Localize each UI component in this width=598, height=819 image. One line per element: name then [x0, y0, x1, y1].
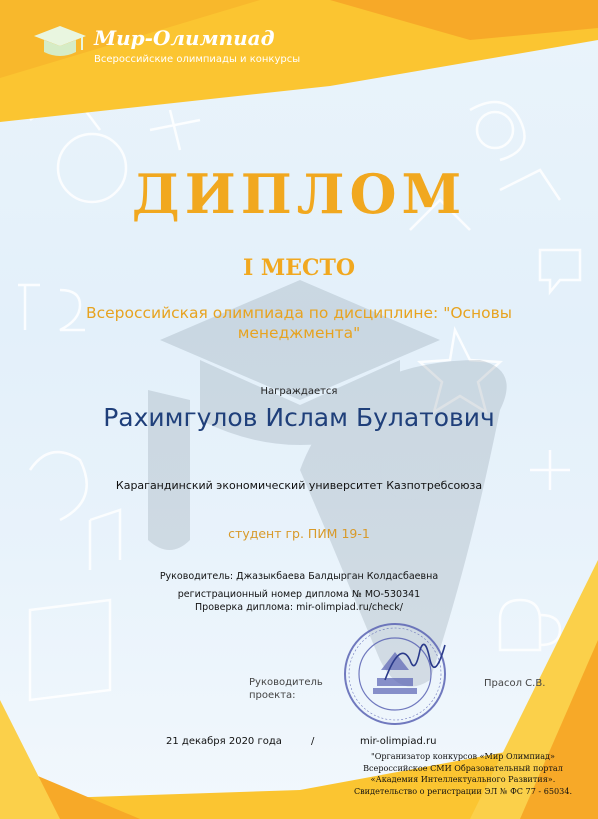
logo-title: Мир-Олимпиад [94, 26, 275, 50]
signer-label-line1: Руководитель [249, 677, 323, 688]
issue-date: 21 декабря 2020 года [166, 736, 282, 747]
organizer-line: «Академия Интеллектуального Развития». [370, 774, 556, 784]
organizer-info [336, 751, 590, 797]
olympiad-title: Всероссийская олимпиада по дисциплине: "Основы менеджмента" [85, 304, 513, 342]
student-group: студент гр. ПИМ 19-1 [228, 526, 370, 541]
organizer-line: "Организатор конкурсов «Мир Олимпиад» [370, 751, 555, 761]
signature-scribble [380, 630, 450, 690]
leader: Руководитель: Джазыкбаева Балдырган Колдасбаевна [159, 571, 439, 582]
organizer-line: Свидетельство о регистрации ЭЛ № ФС 77 - 65034. [353, 785, 573, 796]
awarded-label: Награждается [260, 386, 338, 397]
signer-label [249, 676, 323, 702]
place-heading: I МЕСТО [242, 255, 356, 281]
graduation-cap-icon [30, 22, 88, 62]
signer-label-line2: проекта: [249, 690, 296, 701]
recipient-name: Рахимгулов Ислам Булатович [103, 403, 495, 432]
diploma-title: ДИПЛОМ [131, 162, 467, 226]
organizer-line: Всероссийское СМИ Образовательный портал [363, 762, 563, 773]
check-link: Проверка диплома: mir-olimpiad.ru/check/ [195, 602, 403, 613]
logo [30, 18, 330, 64]
logo-subtitle: Всероссийские олимпиады и конкурсы [94, 54, 301, 65]
signer-name: Прасол С.В. [484, 678, 546, 689]
organization: Карагандинский экономический университет Казпотребсоюза [115, 479, 483, 492]
site-url: mir-olimpiad.ru [360, 736, 437, 747]
date-separator: / [311, 736, 315, 747]
registration-number: регистрационный номер диплома № МО-530341 [177, 589, 421, 600]
